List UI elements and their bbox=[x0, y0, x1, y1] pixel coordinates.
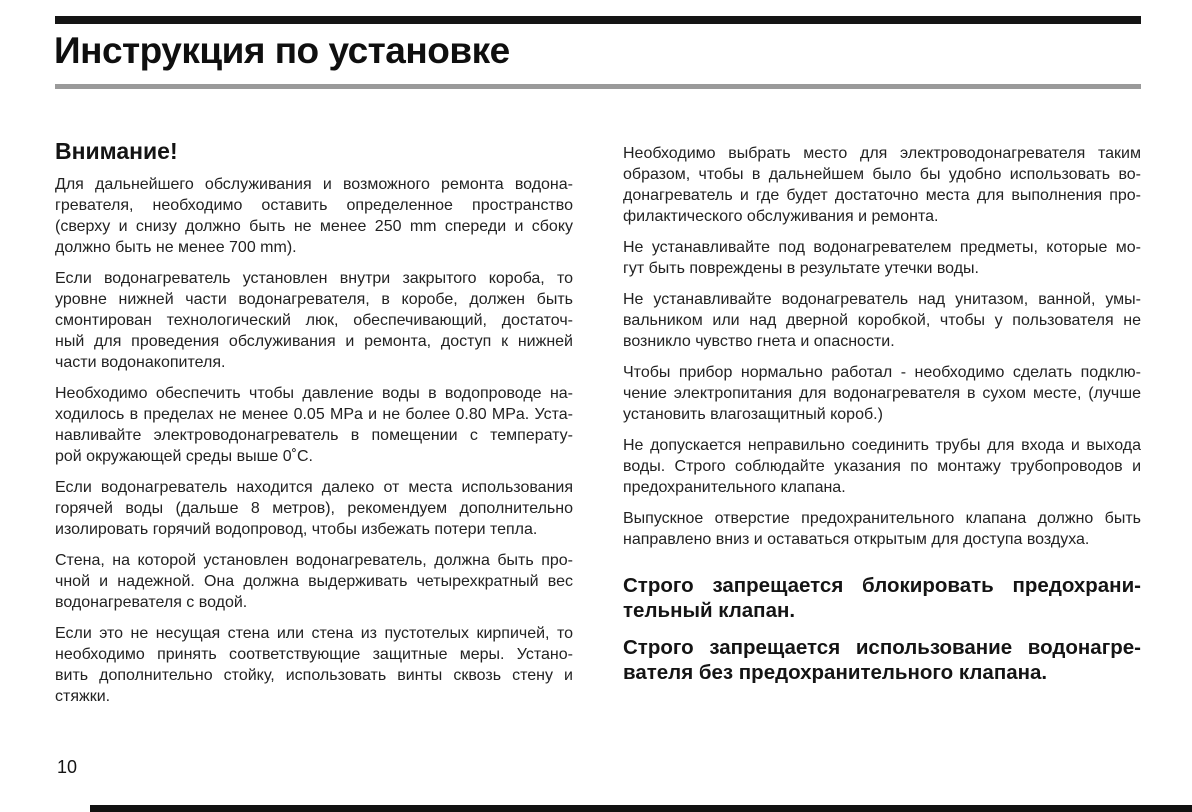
top-rule bbox=[55, 16, 1141, 24]
paragraph-pipe-connection: Не допускается неправильно соединить трубы для входа и выхода воды. Строго соблюдайте указания по монтажу трубопроводов и предохранительного клапана. bbox=[623, 437, 1141, 496]
paragraph-leak-damage: Не устанавливайте под водонагревателем предметы, которые мо- гут быть повреждены в результате утечки воды. bbox=[623, 239, 1141, 277]
paragraph-placement: Необходимо выбрать место для электроводонагревателя таким образом, чтобы в дальнейшем было бы удобно использовать во- донагреватель и где будет достаточно места для выполнения про- филактического обслуживания и ремонта. bbox=[623, 145, 1141, 225]
paragraph-pipe-insulation: Если водонагреватель находится далеко от места использования горячей воды (дальше 8 метров), рекомендуем дополнительно изолировать горячий водопровод, чтобы избежать потери тепла. bbox=[55, 479, 573, 538]
warning-no-valve-blocking: Строго запрещается блокировать предохрани- тельный клапан. bbox=[623, 574, 1141, 622]
paragraph-dry-power-connection: Чтобы прибор нормально работал - необходимо сделать подклю- чение электропитания для водонагревателя в сухом месте, (лучше установить влагозащитный короб.) bbox=[623, 364, 1141, 423]
paragraph-wall-reinforcement: Если это не несущая стена или стена из пустотелых кирпичей, то необходимо принять соответствующие защитные меры. Устано- вить дополнительно стойку, использовать винты сквозь стену и стяжки. bbox=[55, 625, 573, 705]
warning-no-use-without-valve: Строго запрещается использование водонагре- вателя без предохранительного клапана. bbox=[623, 636, 1141, 684]
paragraph-no-mount-over-fixtures: Не устанавливайте водонагреватель над унитазом, ванной, умы- вальником или над дверной коробкой, чтобы у пользователя не возникло чувство гнета и опасности. bbox=[623, 291, 1141, 350]
paragraph-wall-strength: Стена, на которой установлен водонагреватель, должна быть про- чной и надежной. Она должна выдерживать четырехкратный вес водонагревателя с водой. bbox=[55, 552, 573, 611]
paragraph-valve-outlet: Выпускное отверстие предохранительного клапана должно быть направлено вниз и оставаться открытым для доступа воздуха. bbox=[623, 510, 1141, 548]
right-column bbox=[623, 143, 1141, 697]
bottom-scan-edge bbox=[90, 805, 1192, 812]
paragraph-enclosure-hatch: Если водонагреватель установлен внутри закрытого короба, то уровне нижней части водонагревателя, в коробе, должен быть смонтирован технологический люк, обеспечивающий, достаточ- ный для проведения обслуживания и ремонта, доступ к нижней части водонакопителя. bbox=[55, 270, 573, 371]
attention-heading: Внимание! bbox=[55, 138, 178, 164]
paragraph-water-pressure: Необходимо обеспечить чтобы давление воды в водопроводе на- ходилось в пределах не менее 0.05 MPa и не более 0.80 MPa. Уста- навливайте электроводонагреватель в помещении с температу- рой окружающей среды выше 0˚С. bbox=[55, 385, 573, 465]
page-number: 10 bbox=[57, 757, 78, 777]
paragraph-clearance: Для дальнейшего обслуживания и возможного ремонта водона- гревателя, необходимо оставить определенное пространство (сверху и снизу должно быть не менее 250 mm спереди и сбоку должно быть не менее 700 mm). bbox=[55, 176, 573, 256]
left-column bbox=[55, 138, 573, 717]
title-divider bbox=[55, 84, 1141, 89]
page-title: Инструкция по установке bbox=[54, 30, 510, 71]
